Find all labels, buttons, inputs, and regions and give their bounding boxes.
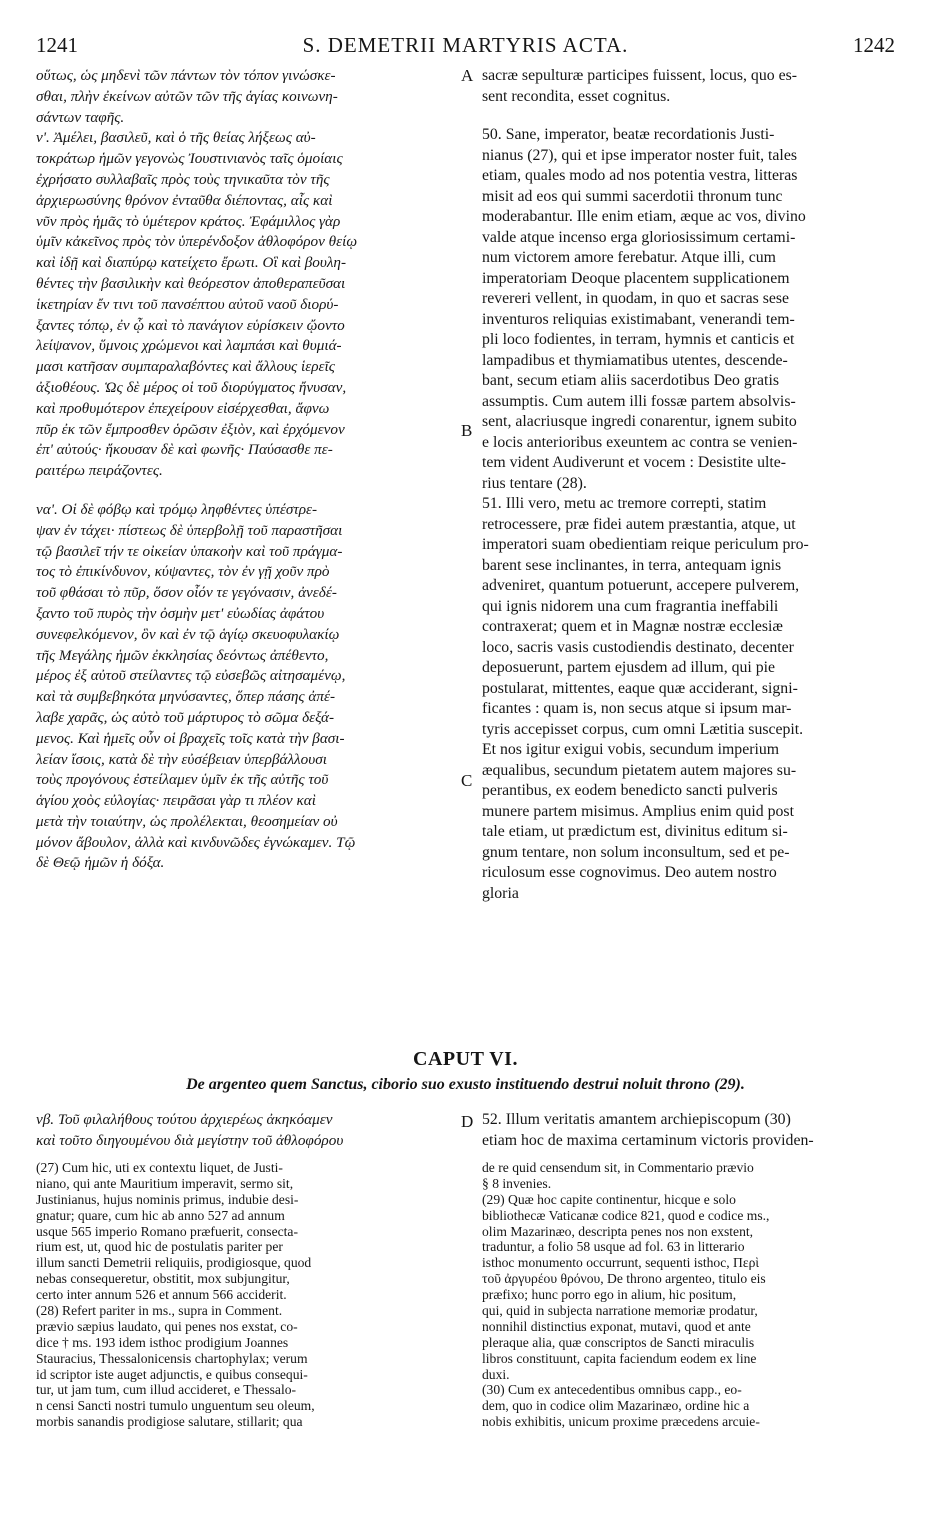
footnote-line: certo inter annum 526 et annum 566 acciderit.	[36, 1287, 287, 1303]
greek-text-line: ψαν ἐν τάχει· πίστεως δὲ ὑπερβολῇ τοῦ παραστῆσαι	[36, 521, 343, 539]
latin-text-line: contraxerat; quem et in Magnæ nostræ ecclesiæ	[482, 618, 783, 635]
greek-text-line: σθαι, πλὴν ἐκείνων αὐτῶν τῶν τῆς ἁγίας κοινωνη-	[36, 87, 338, 105]
footnote-line: olim Mazarinæo, descripta penes nos non exstent,	[482, 1223, 754, 1239]
latin-text-line: pli loco fodientes, in terram, hymnis et canticis et	[482, 331, 795, 348]
paragraph-gap	[36, 482, 458, 500]
latin-text-line: sent recondita, esset cognitus.	[482, 87, 671, 105]
footnote-line: niano, qui ante Mauritium imperavit, sermo sit,	[36, 1175, 294, 1191]
footnote-line: illum sancti Demetrii reliquiis, prodigiosque, quod	[36, 1255, 312, 1271]
latin-text-line: rius tentare (28).	[482, 474, 587, 492]
footnote-line: nobis exhibitis, unicum proxime præcedens arcuie-	[482, 1414, 760, 1430]
greek-text-line: θέντες τὴν βασιλικὴν καὶ θεόρεστον ἀποθεραπεῦσαι	[36, 274, 346, 292]
latin-text-line: lampadibus et thymiamatibus utentes, descende-	[482, 351, 788, 369]
footnotes-left	[36, 1160, 458, 1430]
latin-text-column-2	[482, 1110, 894, 1151]
greek-text-line: ἐχρήσατο συλλαβαῖς πρὸς τοὺς τηνικαῦτα τὸν τῆς	[36, 170, 330, 188]
latin-text-line: etiam, quales modo ad nos potentia vestra, litteras	[482, 167, 798, 184]
greek-text-line: ὑμῖν κἀκεῖνος πρὸς τὸν ὑπερένδοξον ἀθλοφόρον θείῳ	[36, 233, 358, 251]
greek-text-line: ξαντες τόπῳ, ἐν ᾧ καὶ τὸ πανάγιον εὑρίσκειν ᾤοντο	[36, 316, 345, 334]
footnote-line: nonnihil distinctius exponat, mutavi, quod et ante	[482, 1318, 751, 1334]
footnote-line: libros constituunt, capita faciendum eodem ex line	[482, 1350, 757, 1366]
latin-text-line: nianus (27), qui et ipse imperator noster fuit, tales	[482, 146, 797, 164]
latin-text-line: moderabantur. Ille enim etiam, æque ac vos, divino	[482, 208, 806, 225]
greek-text-line: συνεφελκόμενον, ὃν καὶ ἐν τῷ ἁγίῳ σκευοφυλακίῳ	[36, 625, 340, 643]
column-marker-a: A	[461, 66, 474, 85]
latin-text-column	[482, 66, 894, 904]
latin-text-line: retrocessere, præ fidei autem præstantia, atque, ut	[482, 515, 796, 533]
footnote-line: (29) Quæ hoc capite continentur, hicque e solo	[482, 1191, 736, 1207]
greek-text-line: καὶ προθυμότερον ἐπεχείρουν εἰσέρχεσθαι, ἄφνω	[36, 399, 330, 417]
latin-text-line: e locis anterioribus exeuntem ac contra se venien-	[482, 433, 798, 451]
greek-text-line: καὶ τὰ συμβεβηκότα μηνύσαντες, ὅπερ πάσης ἀπέ-	[36, 688, 336, 706]
latin-text-line: tem vident Audiverunt et vocem : Desistite ulte-	[482, 454, 787, 471]
latin-text-line: gloria	[482, 884, 519, 902]
greek-text-line: ἁγίου χοὸς εὐλογίας· πειρᾶσαι γὰρ τι πλέον καὶ	[36, 792, 316, 810]
footnote-line: nebas consequeretur, obstitit, mox subjungitur,	[36, 1271, 290, 1287]
greek-text-line: ξαντο τοῦ πυρὸς τὴν ὀσμὴν μετ' εὐωδίας ἀφάτου	[36, 604, 325, 622]
greek-text-line: ραιτέρω πειράζοντες.	[36, 462, 163, 480]
greek-text-line: καὶ ἰδῇ καὶ διαπύρῳ κατείχετο ἔρωτι. Οἳ καὶ βουλη-	[36, 254, 347, 272]
greek-text-line: λείαν ἴσοις, κατὰ δὲ τὴν εὐσέβειαν ὑπερβάλλουσι	[36, 750, 327, 768]
greek-text-line: τῆς Μεγάλης ἡμῶν ἐκκλησίας δεόντως ἀπέθεντο,	[36, 646, 329, 664]
greek-text-line: τῷ βασιλεῖ τήν τε οἰκείαν ὑπακοὴν καὶ τοῦ πράγμα-	[36, 542, 343, 560]
latin-text-line: assumptis. Cum autem illi fossæ partem absolvis-	[482, 392, 796, 410]
footnote-line: (30) Cum ex antecedentibus omnibus capp., eo-	[482, 1382, 742, 1398]
latin-text-line: revereri vellent, in quodam, in quo et sacras sese	[482, 290, 790, 307]
latin-text-line: 50. Sane, imperator, beatæ recordationis Justi-	[482, 126, 775, 143]
greek-text-line: ἱκετηρίαν ἔν τινι τοῦ πανσέπτου αὐτοῦ ναοῦ διορύ-	[36, 295, 339, 313]
latin-text-line: adveniret, quantum potuerunt, acceperе pulverem,	[482, 577, 800, 594]
latin-text-line: num victorem amore ferebatur. Atque illi, cum	[482, 249, 776, 266]
footnotes-right	[482, 1160, 894, 1430]
footnote-line: (27) Cum hic, uti ex contextu liquet, de Justi-	[36, 1160, 283, 1175]
footnote-line: tur, ut jam tum, cum illud accideret, e Thessalo-	[36, 1382, 297, 1398]
greek-text-line: μέρος ἐξ αὐτοῦ στείλαντες τῷ εὐσεβῶς αἰτησαμένῳ,	[36, 667, 346, 685]
greek-text-column	[36, 66, 458, 874]
greek-text-line: τος τὸ ἐπικίνδυνον, κύψαντες, τὸν ἐν γῇ χοῦν πρὸ	[36, 563, 330, 581]
greek-text-line: ἀρχιερωσύνης θρόνον ἐνταῦθα διέποντας, αἷς καὶ	[36, 191, 333, 209]
page-number-right: 1242	[853, 33, 895, 57]
chapter-rubric: De argenteo quem Sanctus, ciborio suo exusto instituendo destrui noluit throno (29).	[186, 1076, 745, 1093]
footnote-line: de re quid censendum sit, in Commentario prævio	[482, 1160, 754, 1175]
latin-text-line: inventuros reliquias existimabant, venerandi tem-	[482, 310, 795, 328]
footnote-line: isthoc monumento occurrunt, sequenti isthoc, Περὶ	[482, 1255, 760, 1271]
paragraph-gap	[482, 107, 894, 125]
greek-text-line: δὲ Θεῷ ἡμῶν ἡ δόξα.	[36, 854, 165, 872]
greek-text-line: νῦν πρὸς ἡμᾶς τὸ ὑμέτερον κράτος. Ἐφάμιλλος γὰρ	[36, 212, 341, 230]
footnote-line: dem, quo in codice olim Mazarinæo, ordine hic a	[482, 1398, 750, 1414]
footnote-line: usque 565 imperio Romano præfuerit, consecta-	[36, 1223, 298, 1239]
latin-text-line: imperatori suam obedientiam reique periculum pro-	[482, 536, 809, 553]
latin-text-line: æqualibus, secundum pietatem autem majores su-	[482, 761, 797, 779]
latin-text-line: tale etiam, ut prædictum est, divinitus editum si-	[482, 823, 788, 840]
greek-text-line: τοὺς προγόνους ἐστείλαμεν ὑμῖν ἐκ τῆς αὐτῆς τοῦ	[36, 771, 329, 789]
greek-text-line: λαβε χαρᾶς, ὡς αὐτὸ τοῦ μάρτυρος τὸ σῶμα δεξά-	[36, 708, 335, 726]
latin-text-line: misit ad eos qui summi sacerdotii thronum tunc	[482, 187, 783, 205]
column-marker-b: B	[461, 421, 473, 440]
latin-text-line: valde atque incenso erga gloriosissimum certami-	[482, 228, 796, 246]
column-marker-c: C	[461, 771, 473, 790]
greek-text-line: μετὰ τὴν τοιαύτην, ὡς προλέλεκται, θεοσημείαν οὐ	[36, 812, 338, 830]
greek-text-line: νβ. Τοῦ φιλαλήθους τούτου ἀρχιερέως ἀκηκόαμεν	[36, 1111, 333, 1128]
footnote-line: qui, quid in subjecta narratione memoriæ prodatur,	[482, 1303, 758, 1319]
latin-text-line: barent sese inclinantes, in terra, antequam ignis	[482, 556, 782, 574]
latin-text-line: tyris accepisset corpus, cum omni Lætitia suscepit.	[482, 720, 804, 738]
latin-text-line: imperatoriam Deoque placentem supplicationem	[482, 269, 790, 287]
running-title: S. DEMETRII MARTYRIS ACTA.	[302, 33, 629, 57]
footnote-line: gnatur; quare, cum hic ab anno 527 ad annum	[36, 1207, 285, 1223]
footnote-line: prævio sæpius laudato, qui penes nos exstat, co-	[36, 1318, 298, 1334]
greek-text-line: μενος. Καὶ ἡμεῖς οὖν οἱ βραχεῖς τοῖς κατὰ τὴν βασι-	[36, 729, 345, 747]
footnote-line: τοῦ ἀργυρέου θρόνου, De throno argenteo, titulo eis	[482, 1271, 766, 1287]
latin-text-line: postularat, mittentes, eaque quæ acciderant, signi-	[482, 679, 798, 697]
latin-text-line: munere partem misimus. Amplius enim quid post	[482, 802, 794, 820]
chapter-heading: CAPUT VI.	[413, 1048, 518, 1070]
greek-text-line: οὕτως, ὡς μηδενὶ τῶν πάντων τὸν τόπον γινώσκε-	[36, 67, 336, 84]
page-number-left: 1241	[36, 33, 78, 57]
footnote-line: morbis sanandis prodigiose salutare, stillarit; qua	[36, 1414, 303, 1430]
latin-text-line: etiam hoc de maxima certaminum victoris providen-	[482, 1131, 814, 1149]
latin-text-line: ficantes : quam is, non secus atque si ipsum mar-	[482, 700, 792, 717]
footnote-line: bibliothecæ Vaticanæ codice 821, quod e codice ms.,	[482, 1207, 770, 1223]
latin-text-line: sent, alacriusque ingredi conarentur, ignem subito	[482, 413, 797, 430]
greek-text-line: μασι κατῆσαν συμπαραλαβόντες καὶ ἄλλους ἱερεῖς	[36, 358, 335, 376]
latin-text-line: deposuerunt, partem ejusdem ad illum, qui pie	[482, 659, 776, 676]
greek-text-line: να'. Οἱ δὲ φόβῳ καὶ τρόμῳ ληφθέντες ὑπέστρε-	[36, 500, 318, 518]
footnote-line: pleraque alia, quæ conscriptos de Sancti miraculis	[482, 1334, 755, 1350]
greek-text-line: ν'. Ἀμέλει, βασιλεῦ, καὶ ὁ τῆς θείας λήξεως αὐ-	[36, 129, 316, 147]
latin-text-line: 51. Illi vero, metu ac tremore correpti, statim	[482, 495, 767, 512]
column-marker-d: D	[461, 1112, 474, 1131]
latin-text-line: riculosum esse cognovimus. Deo autem nostro	[482, 864, 777, 881]
greek-text-line: πῦρ ἐκ τῶν ἔμπροσθεν ὁρῶσιν ἐξιὸν, καὶ ἐρχόμενον	[36, 420, 345, 438]
latin-text-line: qui ignis nidorem una cum fragrantia ineffabili	[482, 597, 779, 615]
footnote-line: n censi Sancti nostri tumulo unguentum seu oleum,	[36, 1398, 315, 1414]
greek-text-line: ἐπ' αὐτούς· ἤκουσαν δὲ καὶ φωνῆς· Παύσασθε πε-	[36, 441, 333, 459]
footnote-line: § 8 invenies.	[482, 1175, 552, 1191]
footnote-line: rium est, ut, quod hic de postulatis pariter per	[36, 1239, 283, 1255]
latin-text-line: Et nos igitur exigui vobis, secundum imperium	[482, 741, 780, 758]
latin-text-line: bant, secum etiam aliis sacerdotibus Deo gratis	[482, 372, 779, 389]
greek-text-line: τοκράτωρ ἡμῶν γεγονὼς Ἰουστινιανὸς ταῖς ὁμοίαις	[36, 150, 343, 168]
greek-text-line: σάντων ταφῆς.	[36, 108, 125, 126]
footnote-line: (28) Refert pariter in ms., supra in Comment.	[36, 1303, 283, 1319]
greek-text-line: μόνον ἄβουλον, ἀλλὰ καὶ κινδυνῶδες ἐγνώκαμεν. Τῷ	[36, 833, 356, 851]
footnote-line: Stauracius, Thessalonicensis chartophylax; verum	[36, 1350, 308, 1366]
footnote-line: Justinianus, hujus nominis primus, indubie desi-	[36, 1191, 299, 1207]
latin-text-line: loco, sacris vasis custodiendis destinato, decenter	[482, 638, 794, 656]
greek-text-line: καὶ τοῦτο διηγουμένου διὰ μεγίστην τοῦ ἀθλοφόρου	[36, 1131, 344, 1149]
footnote-line: dice † ms. 193 idem isthoc prodigium Joannes	[36, 1334, 289, 1350]
footnote-line: duxi.	[482, 1366, 510, 1382]
latin-text-line: sacræ sepulturæ participes fuissent, locus, quo es-	[482, 67, 797, 84]
footnote-line: traduntur, a folio 58 usque ad fol. 63 in litterario	[482, 1239, 745, 1255]
greek-text-column-2	[36, 1110, 458, 1152]
latin-text-line: gnum tentare, non solum inconsultum, sed et pe-	[482, 843, 790, 861]
footnote-line: præfixo; hunc porro ego in alium, hic positum,	[482, 1287, 737, 1303]
greek-text-line: ἀξιοθέους. Ὡς δὲ μέρος οἱ τοῦ διορύγματος ἤνυσαν,	[36, 378, 347, 396]
greek-text-line: τοῦ φθάσαι τὸ πῦρ, ὅσον οἷόν τε γεγόνασιν, ἀνεδέ-	[36, 584, 337, 602]
footnote-line: id scriptor iste auget adjunctis, e quibus consequi-	[36, 1366, 308, 1382]
greek-text-line: λείψανον, ὕμνοις χρώμενοι καὶ λαμπάσι καὶ θυμιά-	[36, 337, 342, 355]
latin-text-line: perantibus, ex eodem benedicto sancti pulveris	[482, 782, 778, 799]
latin-text-line: 52. Illum veritatis amantem archiepiscopum (30)	[482, 1111, 791, 1128]
